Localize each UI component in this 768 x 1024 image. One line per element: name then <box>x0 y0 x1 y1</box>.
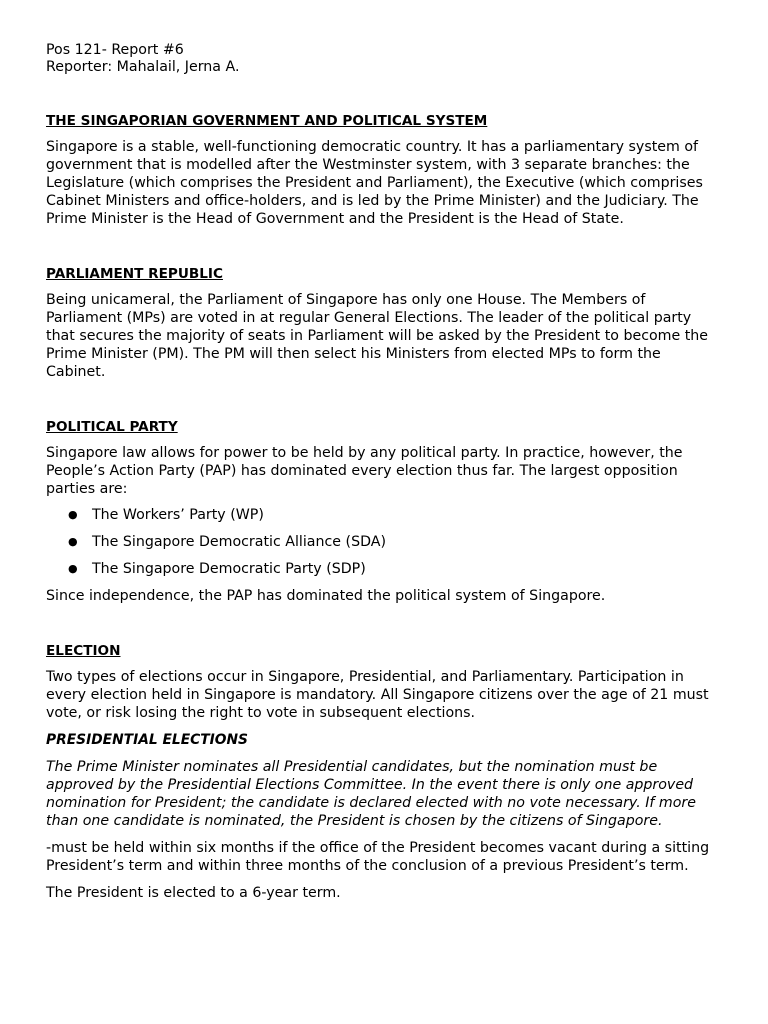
paragraph-vacancy <box>46 839 726 875</box>
paragraph-parliament <box>46 291 726 381</box>
subheading-presidential-elections: PRESIDENTIAL ELECTIONS <box>46 732 248 748</box>
bullet-icon: ● <box>68 535 78 548</box>
text-line: Singapore law allows for power to be held by any political party. In practice, however, the <box>46 445 683 461</box>
paragraph-government <box>46 138 726 228</box>
opposition-party-list <box>46 506 726 578</box>
text-line: approved by the Presidential Elections Committee. In the event there is only one approved <box>46 777 694 793</box>
text-line: nomination for President; the candidate is declared elected with no vote necessary. If more <box>46 795 696 811</box>
text-line: every election held in Singapore is mandatory. All Singapore citizens over the age of 21 must <box>46 687 709 703</box>
text-line: than one candidate is nominated, the President is chosen by the citizens of Singapore. <box>46 813 663 829</box>
text-line: Parliament (MPs) are voted in at regular General Elections. The leader of the political party <box>46 310 692 326</box>
text-line: parties are: <box>46 481 128 497</box>
text-line: Prime Minister (PM). The PM will then select his Ministers from elected MPs to form the <box>46 346 661 362</box>
list-item: ● The Workers’ Party (WP) <box>68 507 264 523</box>
section-heading-government: THE SINGAPORIAN GOVERNMENT AND POLITICAL SYSTEM <box>46 113 488 129</box>
text-line: Cabinet. <box>46 364 106 380</box>
bullet-icon: ● <box>68 508 78 521</box>
paragraph-pap-dominance: Since independence, the PAP has dominated the political system of Singapore. <box>46 588 606 604</box>
text-line: vote, or risk losing the right to vote in subsequent elections. <box>46 705 476 721</box>
text-line: Prime Minister is the Head of Government and the President is the Head of State. <box>46 211 624 227</box>
section-heading-political-party: POLITICAL PARTY <box>46 419 178 435</box>
text-line: President’s term and within three months of the conclusion of a previous President’s term. <box>46 858 689 874</box>
section-heading-parliament: PARLIAMENT REPUBLIC <box>46 266 223 282</box>
text-line: that secures the majority of seats in Parliament will be asked by the President to become the <box>46 328 709 344</box>
text-line: Singapore is a stable, well-functioning democratic country. It has a parliamentary system of <box>46 139 699 155</box>
document-page <box>46 42 726 902</box>
paragraph-presidential-nomination <box>46 758 726 830</box>
list-item: ● The Singapore Democratic Party (SDP) <box>68 561 366 577</box>
reporter-name: Reporter: Mahalail, Jerna A. <box>46 59 240 75</box>
text-line: government that is modelled after the Westminster system, with 3 separate branches: the <box>46 157 690 173</box>
list-item: ● The Singapore Democratic Alliance (SDA) <box>68 534 386 550</box>
text-line: Legislature (which comprises the President and Parliament), the Executive (which comprises <box>46 175 703 191</box>
text-line: Cabinet Ministers and office-holders, and is led by the Prime Minister) and the Judiciary. The <box>46 193 699 209</box>
text-line: The Prime Minister nominates all Presidential candidates, but the nomination must be <box>46 759 658 775</box>
paragraph-presidential-term: The President is elected to a 6-year term. <box>46 885 341 901</box>
text-line: People’s Action Party (PAP) has dominated every election thus far. The largest opposition <box>46 463 678 479</box>
bullet-icon: ● <box>68 562 78 575</box>
text-line: Being unicameral, the Parliament of Singapore has only one House. The Members of <box>46 292 646 308</box>
text-line: Two types of elections occur in Singapore, Presidential, and Parliamentary. Participation in <box>46 669 684 685</box>
section-heading-election: ELECTION <box>46 643 121 659</box>
report-title: Pos 121- Report #6 <box>46 42 184 58</box>
text-line: -must be held within six months if the office of the President becomes vacant during a sitting <box>46 840 710 856</box>
paragraph-election <box>46 668 726 722</box>
paragraph-political-party <box>46 444 726 498</box>
